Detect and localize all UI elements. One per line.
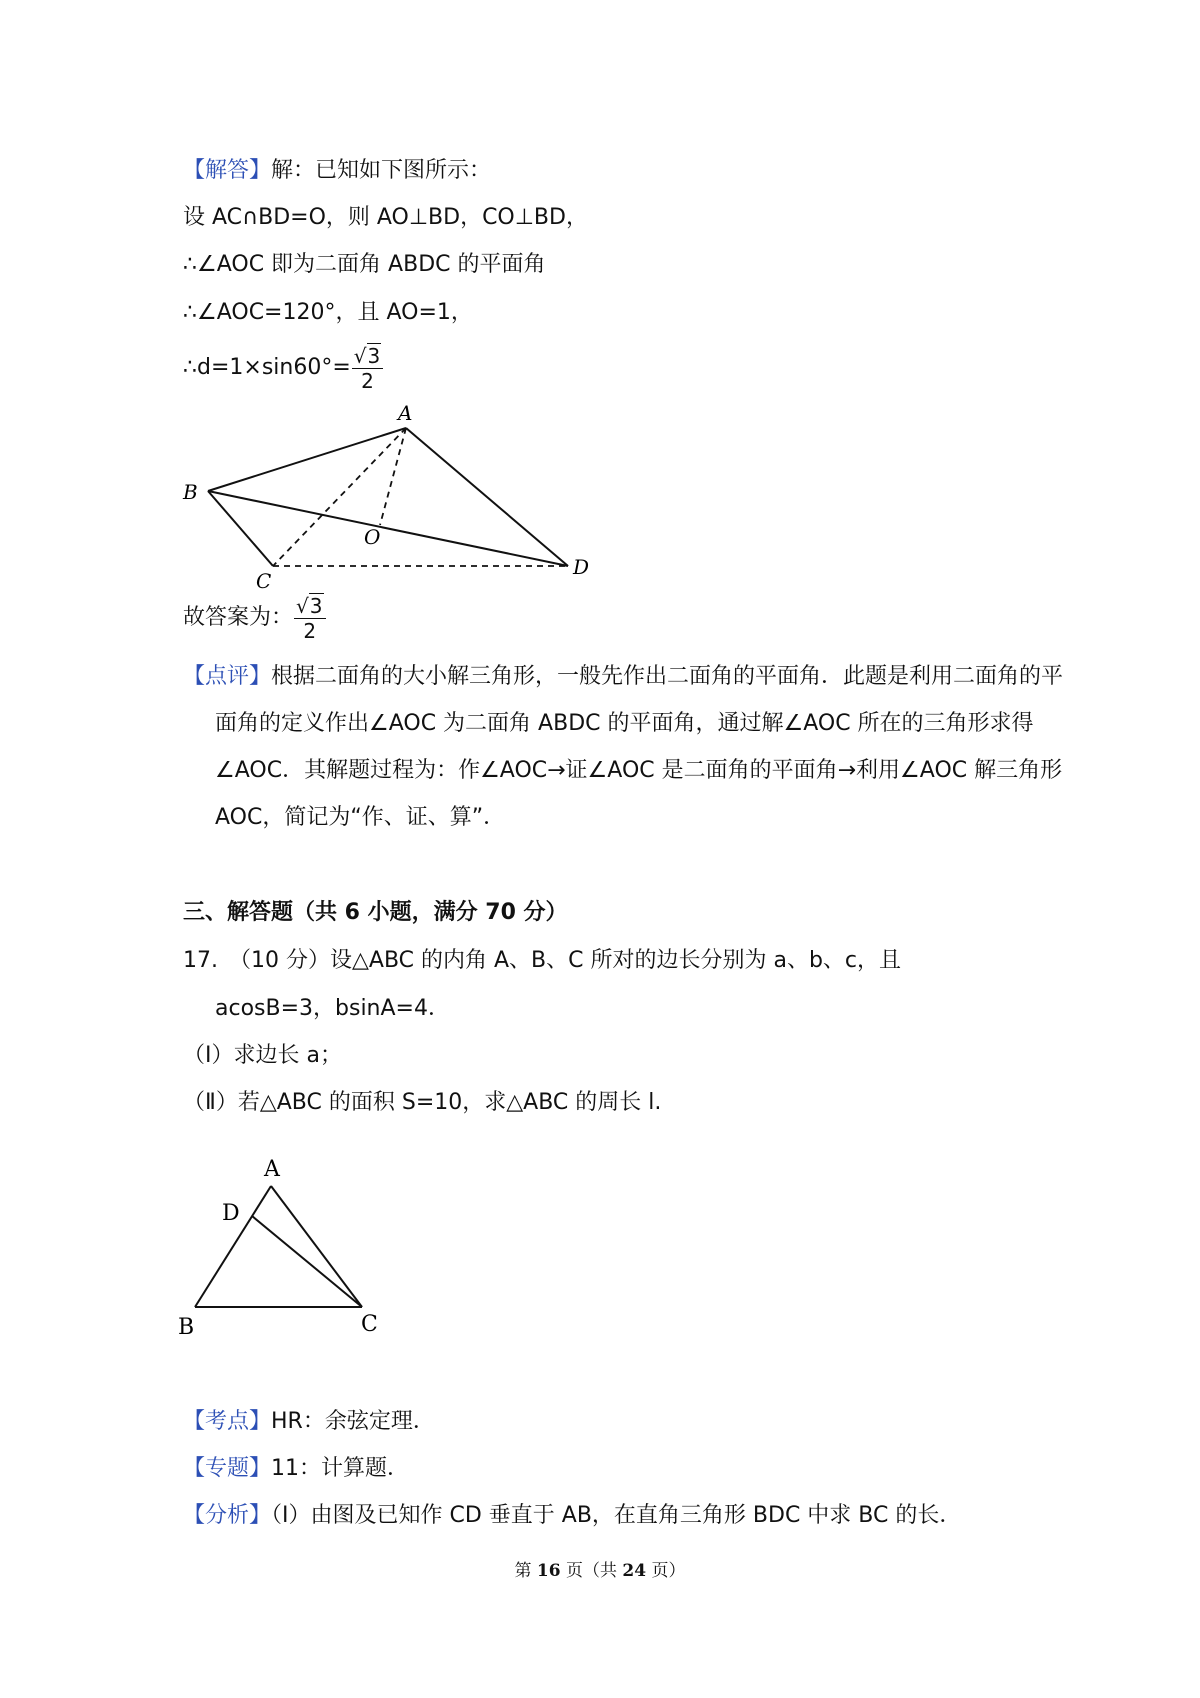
footer-middle: 页（共 bbox=[560, 1561, 623, 1581]
solution-line-1 bbox=[183, 156, 491, 186]
figure2-label-B: B bbox=[178, 1315, 195, 1338]
section-title: 三、解答题（共 6 小题，满分 70 分） bbox=[183, 900, 568, 925]
comment-paragraph bbox=[183, 653, 1075, 841]
figure2-label-A: A bbox=[264, 1157, 280, 1182]
page-footer bbox=[0, 1556, 1200, 1581]
zhuanti-line bbox=[183, 1454, 409, 1484]
fraction-radicand: 3 bbox=[367, 343, 381, 368]
answer-prefix: 故答案为： bbox=[183, 605, 294, 630]
edge-BA bbox=[208, 428, 406, 491]
figure2-label-C: C bbox=[361, 1312, 378, 1337]
figure1-label-B: B bbox=[183, 480, 198, 504]
footer-page-number: 16 bbox=[536, 1561, 561, 1581]
comment-text: 根据二面角的大小解三角形，一般先作出二面角的平面角．此题是利用二面角的平面角的定义作出∠AOC 为二面角 A﻿BD﻿C 的平面角，通过解∠AOC 所在的三角形求得∠AOC．其解题过程为：作∠AOC→证∠AOC 是二面角的平面角→利用∠AOC 解三角形 AOC，简记为“作、证、算”． bbox=[215, 664, 1064, 830]
footer-suffix: 页） bbox=[646, 1561, 686, 1581]
distance-formula: ∴d=1×sin60°= bbox=[183, 355, 351, 380]
answer-line bbox=[183, 588, 326, 648]
fenxi-text: （I）由图及已知作 CD 垂直于 AB，在直角三角形 BDC 中求 BC 的长． bbox=[271, 1503, 962, 1528]
footer-total-pages: 24 bbox=[622, 1561, 647, 1581]
problem17-line-2: acosB=3，bsinA=4． bbox=[215, 996, 450, 1021]
answer-fraction: $\frac{√3}{2}$ bbox=[294, 596, 325, 641]
figure1-label-D: D bbox=[573, 555, 590, 579]
edge-AD bbox=[406, 428, 568, 566]
solution-line-3: ∴∠AOC 即为二面角 A﻿BD﻿C 的平面角 bbox=[183, 252, 546, 277]
side-AC bbox=[271, 1186, 362, 1307]
kaodian-text: HR：余弦定理． bbox=[271, 1409, 435, 1434]
figure1-label-C: C bbox=[256, 569, 272, 593]
fraction-sqrt3-over-2: $\frac{√3}{2}$ bbox=[352, 346, 383, 391]
problem17-part-2: （Ⅱ）若△ABC 的面积 S=10，求△ABC 的周长 l. bbox=[183, 1090, 662, 1115]
fenxi-line bbox=[183, 1501, 961, 1531]
fraction-denominator: 2 bbox=[361, 368, 374, 393]
solution-line-4: ∴∠AOC=120°，且 AO=1， bbox=[183, 300, 473, 325]
segment-DC bbox=[252, 1216, 362, 1307]
figure1-label-O: O bbox=[364, 525, 381, 549]
kaodian-line bbox=[183, 1407, 435, 1437]
comment-tag: 【点评】 bbox=[183, 664, 272, 689]
edge-AO-dashed bbox=[380, 428, 406, 525]
tetrahedron-figure bbox=[180, 398, 600, 594]
figure1-label-A: A bbox=[398, 401, 413, 425]
solution-line-2: 设 AC∩BD=O，则 AO⊥BD，CO⊥BD， bbox=[183, 205, 588, 230]
solution-line-5 bbox=[183, 338, 383, 398]
fenxi-tag: 【分析】 bbox=[183, 1503, 272, 1528]
solution-tag: 【解答】 bbox=[183, 158, 272, 183]
solution-intro: 解：已知如下图所示： bbox=[271, 158, 492, 183]
zhuanti-tag: 【专题】 bbox=[183, 1456, 272, 1481]
figure2-label-D: D bbox=[222, 1201, 240, 1226]
kaodian-tag: 【考点】 bbox=[183, 1409, 272, 1434]
problem17-part-1: （Ⅰ）求边长 a； bbox=[183, 1043, 342, 1068]
zhuanti-text: 11：计算题． bbox=[271, 1456, 410, 1481]
problem17-line-1: 17. （10 分）设△ABC 的内角 A、B、C 所对的边长分别为 a、b、c，且 bbox=[183, 948, 902, 973]
footer-prefix: 第 bbox=[514, 1561, 537, 1581]
triangle-figure bbox=[178, 1148, 388, 1338]
answer-radicand: 3 bbox=[309, 593, 323, 618]
answer-denominator: 2 bbox=[303, 618, 317, 643]
